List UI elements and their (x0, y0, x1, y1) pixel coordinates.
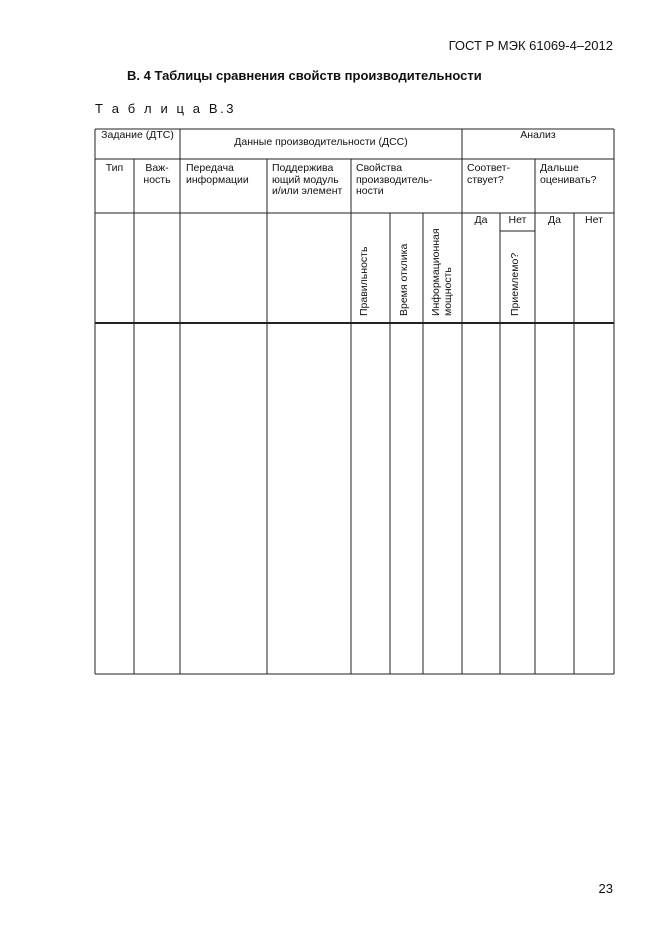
col-info-transfer: Передача информации (186, 162, 249, 186)
subcol-no-1: Нет (508, 214, 527, 226)
col-further-evaluate: Дальше оценивать? (540, 162, 597, 186)
page-number: 23 (598, 881, 613, 896)
subcol-correctness: Правильность (358, 246, 370, 316)
group-performance-data: Данные производительности (ДСС) (234, 136, 408, 148)
subcol-yes-1: Да (474, 214, 488, 226)
col-type: Тип (105, 162, 124, 174)
group-task: Задание (ДТС) (101, 129, 174, 141)
subcol-yes-2: Да (548, 214, 561, 226)
col-importance: Важ-ность (143, 162, 171, 186)
col-complies: Соответ-ствует? (467, 162, 511, 186)
col-performance-properties: Свойства производитель-ности (356, 162, 433, 198)
group-analysis: Анализ (520, 129, 556, 141)
section-heading: В. 4 Таблицы сравнения свойств производительности (127, 68, 482, 83)
subcol-response-time: Время отклика (398, 243, 410, 316)
subcol-no-2: Нет (585, 214, 603, 226)
col-supporting-module: Поддержива ющий модуль и/или элемент (272, 162, 343, 198)
subcol-info-capacity: Информационная мощность (430, 228, 454, 316)
standard-code: ГОСТ Р МЭК 61069-4–2012 (448, 38, 613, 53)
subcol-acceptable: Приемлемо? (509, 252, 521, 316)
table-caption: Т а б л и ц а В.3 (95, 101, 237, 116)
